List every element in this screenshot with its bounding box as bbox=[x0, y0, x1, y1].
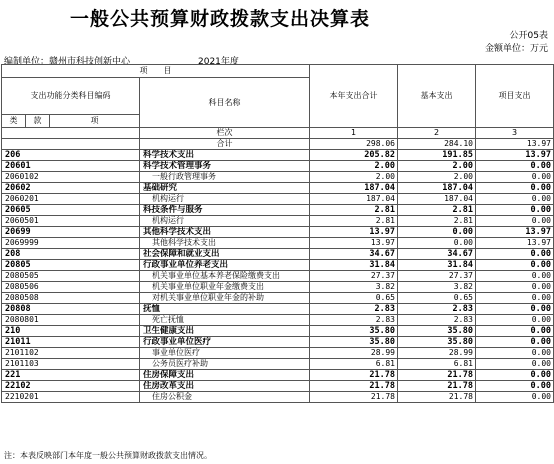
row-code: 208 bbox=[2, 249, 140, 260]
row-name: 抚恤 bbox=[140, 304, 310, 315]
table-row bbox=[2, 315, 554, 326]
row-project: 0.00 bbox=[476, 194, 554, 205]
table-row bbox=[2, 249, 554, 260]
row-basic: 3.82 bbox=[398, 282, 476, 293]
form-number: 公开05表 bbox=[509, 31, 548, 41]
total-basic: 284.10 bbox=[398, 139, 476, 150]
row-name: 机构运行 bbox=[140, 216, 310, 227]
header-total: 本年支出合计 bbox=[310, 65, 398, 128]
compiling-unit: 编制单位：赣州市科技创新中心 bbox=[4, 57, 131, 67]
row-code: 2060501 bbox=[2, 216, 140, 227]
row-code: 2060102 bbox=[2, 172, 140, 183]
table-note: 注：本表反映部门本年度一般公共预算财政拨款支出情况。 bbox=[4, 451, 212, 460]
row-project: 0.00 bbox=[476, 249, 554, 260]
row-project: 0.00 bbox=[476, 260, 554, 271]
table-row bbox=[2, 282, 554, 293]
row-total: 21.78 bbox=[310, 381, 398, 392]
row-total: 2.83 bbox=[310, 315, 398, 326]
row-total: 28.99 bbox=[310, 348, 398, 359]
row-project: 0.00 bbox=[476, 381, 554, 392]
total-sum: 298.06 bbox=[310, 139, 398, 150]
table-row bbox=[2, 238, 554, 249]
row-project: 0.00 bbox=[476, 216, 554, 227]
header-name: 科目名称 bbox=[140, 78, 310, 128]
row-name: 对机关事业单位职业年金的补助 bbox=[140, 293, 310, 304]
row-total: 2.81 bbox=[310, 216, 398, 227]
table-row bbox=[2, 183, 554, 194]
table-row bbox=[2, 150, 554, 161]
table-row bbox=[2, 348, 554, 359]
row-name: 基础研究 bbox=[140, 183, 310, 194]
table-row bbox=[2, 216, 554, 227]
row-basic: 21.78 bbox=[398, 392, 476, 403]
row-basic: 2.83 bbox=[398, 315, 476, 326]
row-basic: 191.85 bbox=[398, 150, 476, 161]
row-total: 13.97 bbox=[310, 238, 398, 249]
row-name: 住房公积金 bbox=[140, 392, 310, 403]
row-project: 0.00 bbox=[476, 183, 554, 194]
total-label: 合计 bbox=[140, 139, 310, 150]
table-row bbox=[2, 172, 554, 183]
table-row bbox=[2, 381, 554, 392]
row-code: 20808 bbox=[2, 304, 140, 315]
table-row bbox=[2, 260, 554, 271]
row-project: 0.00 bbox=[476, 315, 554, 326]
table-row bbox=[2, 227, 554, 238]
col-number-3: 3 bbox=[476, 128, 554, 139]
row-basic: 187.04 bbox=[398, 183, 476, 194]
col-number-2: 2 bbox=[398, 128, 476, 139]
row-basic: 6.81 bbox=[398, 359, 476, 370]
row-code: 21011 bbox=[2, 337, 140, 348]
row-code: 2080801 bbox=[2, 315, 140, 326]
row-code: 2069999 bbox=[2, 238, 140, 249]
row-code: 2080508 bbox=[2, 293, 140, 304]
header-basic: 基本支出 bbox=[398, 65, 476, 128]
header-kuan: 款 bbox=[26, 115, 50, 128]
row-name: 行政事业单位养老支出 bbox=[140, 260, 310, 271]
row-basic: 2.81 bbox=[398, 216, 476, 227]
lanci-blank bbox=[2, 128, 140, 139]
row-total: 205.82 bbox=[310, 150, 398, 161]
row-name: 死亡抚恤 bbox=[140, 315, 310, 326]
row-project: 0.00 bbox=[476, 205, 554, 216]
row-code: 221 bbox=[2, 370, 140, 381]
row-total: 3.82 bbox=[310, 282, 398, 293]
row-name: 行政事业单位医疗 bbox=[140, 337, 310, 348]
table-row bbox=[2, 392, 554, 403]
row-code: 206 bbox=[2, 150, 140, 161]
header-xiang: 项 bbox=[50, 115, 140, 128]
row-code: 22102 bbox=[2, 381, 140, 392]
row-name: 其他科学技术支出 bbox=[140, 238, 310, 249]
header-item: 项 目 bbox=[2, 65, 310, 78]
row-total: 31.84 bbox=[310, 260, 398, 271]
row-project: 0.00 bbox=[476, 392, 554, 403]
table-row bbox=[2, 293, 554, 304]
row-basic: 0.00 bbox=[398, 227, 476, 238]
row-basic: 2.81 bbox=[398, 205, 476, 216]
row-total: 0.65 bbox=[310, 293, 398, 304]
row-project: 13.97 bbox=[476, 238, 554, 249]
table-row bbox=[2, 359, 554, 370]
total-blank bbox=[2, 139, 140, 150]
fiscal-year: 2021年度 bbox=[198, 57, 239, 67]
row-project: 13.97 bbox=[476, 227, 554, 238]
row-total: 27.37 bbox=[310, 271, 398, 282]
row-code: 2080506 bbox=[2, 282, 140, 293]
row-name: 机构运行 bbox=[140, 194, 310, 205]
row-project: 0.00 bbox=[476, 304, 554, 315]
row-project: 0.00 bbox=[476, 172, 554, 183]
row-basic: 2.83 bbox=[398, 304, 476, 315]
row-code: 2210201 bbox=[2, 392, 140, 403]
header-lei: 类 bbox=[2, 115, 26, 128]
row-total: 13.97 bbox=[310, 227, 398, 238]
col-number-1: 1 bbox=[310, 128, 398, 139]
row-name: 科技条件与服务 bbox=[140, 205, 310, 216]
row-basic: 187.04 bbox=[398, 194, 476, 205]
row-total: 6.81 bbox=[310, 359, 398, 370]
row-project: 0.00 bbox=[476, 370, 554, 381]
row-name: 社会保障和就业支出 bbox=[140, 249, 310, 260]
header-project: 项目支出 bbox=[476, 65, 554, 128]
row-basic: 0.00 bbox=[398, 238, 476, 249]
row-name: 事业单位医疗 bbox=[140, 348, 310, 359]
row-project: 0.00 bbox=[476, 293, 554, 304]
row-total: 21.78 bbox=[310, 370, 398, 381]
table-row bbox=[2, 205, 554, 216]
row-code: 2101103 bbox=[2, 359, 140, 370]
amount-unit: 金额单位：万元 bbox=[484, 44, 548, 54]
row-code: 20601 bbox=[2, 161, 140, 172]
row-name: 科学技术支出 bbox=[140, 150, 310, 161]
row-name: 机关事业单位基本养老保险缴费支出 bbox=[140, 271, 310, 282]
row-basic: 27.37 bbox=[398, 271, 476, 282]
row-total: 2.83 bbox=[310, 304, 398, 315]
row-total: 21.78 bbox=[310, 392, 398, 403]
table-row bbox=[2, 161, 554, 172]
total-project: 13.97 bbox=[476, 139, 554, 150]
lanci-label: 栏次 bbox=[140, 128, 310, 139]
report-title: 一般公共预算财政拨款支出决算表 bbox=[70, 8, 371, 30]
row-name: 住房改革支出 bbox=[140, 381, 310, 392]
row-total: 35.80 bbox=[310, 337, 398, 348]
row-total: 34.67 bbox=[310, 249, 398, 260]
table-row bbox=[2, 370, 554, 381]
row-total: 35.80 bbox=[310, 326, 398, 337]
row-code: 2080505 bbox=[2, 271, 140, 282]
row-project: 0.00 bbox=[476, 161, 554, 172]
table-row bbox=[2, 326, 554, 337]
row-project: 0.00 bbox=[476, 271, 554, 282]
row-basic: 2.00 bbox=[398, 172, 476, 183]
table-row bbox=[2, 194, 554, 205]
expenditure-table bbox=[1, 64, 554, 403]
row-code: 20805 bbox=[2, 260, 140, 271]
row-basic: 34.67 bbox=[398, 249, 476, 260]
row-basic: 21.78 bbox=[398, 381, 476, 392]
row-name: 住房保障支出 bbox=[140, 370, 310, 381]
row-code: 2101102 bbox=[2, 348, 140, 359]
row-name: 一般行政管理事务 bbox=[140, 172, 310, 183]
row-total: 187.04 bbox=[310, 183, 398, 194]
row-basic: 28.99 bbox=[398, 348, 476, 359]
row-name: 机关事业单位职业年金缴费支出 bbox=[140, 282, 310, 293]
row-basic: 21.78 bbox=[398, 370, 476, 381]
row-name: 卫生健康支出 bbox=[140, 326, 310, 337]
row-total: 2.00 bbox=[310, 161, 398, 172]
row-project: 0.00 bbox=[476, 348, 554, 359]
row-code: 20699 bbox=[2, 227, 140, 238]
table-row bbox=[2, 337, 554, 348]
row-name: 其他科学技术支出 bbox=[140, 227, 310, 238]
row-basic: 35.80 bbox=[398, 337, 476, 348]
row-basic: 31.84 bbox=[398, 260, 476, 271]
row-total: 2.81 bbox=[310, 205, 398, 216]
row-project: 0.00 bbox=[476, 326, 554, 337]
row-basic: 2.00 bbox=[398, 161, 476, 172]
row-project: 13.97 bbox=[476, 150, 554, 161]
row-project: 0.00 bbox=[476, 282, 554, 293]
row-total: 2.00 bbox=[310, 172, 398, 183]
row-project: 0.00 bbox=[476, 337, 554, 348]
row-code: 2060201 bbox=[2, 194, 140, 205]
row-code: 20602 bbox=[2, 183, 140, 194]
table-row bbox=[2, 304, 554, 315]
row-basic: 0.65 bbox=[398, 293, 476, 304]
row-code: 20605 bbox=[2, 205, 140, 216]
header-code: 支出功能分类科目编码 bbox=[2, 78, 140, 115]
row-basic: 35.80 bbox=[398, 326, 476, 337]
row-name: 科学技术管理事务 bbox=[140, 161, 310, 172]
row-total: 187.04 bbox=[310, 194, 398, 205]
row-code: 210 bbox=[2, 326, 140, 337]
row-project: 0.00 bbox=[476, 359, 554, 370]
table-row bbox=[2, 271, 554, 282]
row-name: 公务员医疗补助 bbox=[140, 359, 310, 370]
